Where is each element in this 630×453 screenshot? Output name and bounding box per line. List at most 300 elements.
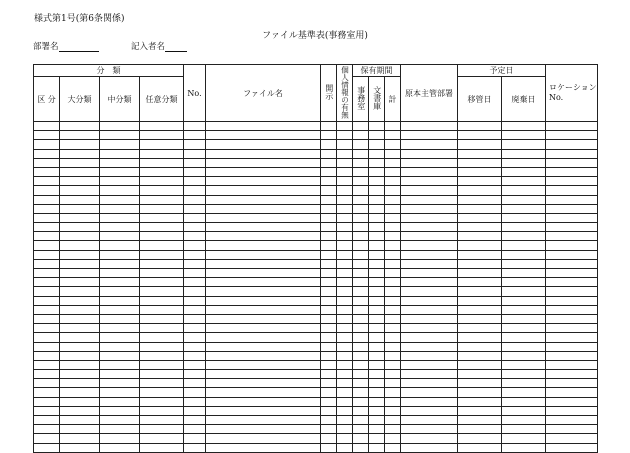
table-cell[interactable] (401, 241, 458, 250)
table-cell[interactable] (321, 333, 337, 342)
table-cell[interactable] (337, 425, 353, 434)
table-cell[interactable] (353, 296, 369, 305)
table-cell[interactable] (140, 213, 184, 222)
table-cell[interactable] (353, 305, 369, 314)
table-cell[interactable] (34, 204, 60, 213)
table-cell[interactable] (353, 278, 369, 287)
table-cell[interactable] (337, 259, 353, 268)
table-cell[interactable] (100, 167, 140, 176)
table-cell[interactable] (353, 388, 369, 397)
table-cell[interactable] (100, 425, 140, 434)
table-cell[interactable] (546, 443, 598, 452)
table-cell[interactable] (401, 360, 458, 369)
table-cell[interactable] (385, 140, 401, 149)
table-cell[interactable] (369, 425, 385, 434)
table-cell[interactable] (140, 195, 184, 204)
table-cell[interactable] (206, 351, 321, 360)
table-cell[interactable] (353, 269, 369, 278)
table-cell[interactable] (60, 131, 100, 140)
table-cell[interactable] (546, 397, 598, 406)
table-cell[interactable] (100, 204, 140, 213)
table-cell[interactable] (100, 443, 140, 452)
table-cell[interactable] (60, 122, 100, 131)
table-cell[interactable] (385, 250, 401, 259)
table-cell[interactable] (34, 287, 60, 296)
table-cell[interactable] (337, 287, 353, 296)
table-cell[interactable] (140, 140, 184, 149)
table-cell[interactable] (321, 204, 337, 213)
table-cell[interactable] (321, 287, 337, 296)
table-cell[interactable] (546, 379, 598, 388)
table-cell[interactable] (502, 204, 546, 213)
table-cell[interactable] (458, 186, 502, 195)
table-cell[interactable] (385, 351, 401, 360)
table-cell[interactable] (502, 425, 546, 434)
table-cell[interactable] (546, 195, 598, 204)
table-cell[interactable] (353, 342, 369, 351)
table-cell[interactable] (321, 406, 337, 415)
table-cell[interactable] (337, 351, 353, 360)
table-cell[interactable] (502, 241, 546, 250)
table-cell[interactable] (458, 434, 502, 443)
table-cell[interactable] (184, 388, 206, 397)
table-cell[interactable] (206, 186, 321, 195)
table-cell[interactable] (458, 149, 502, 158)
table-cell[interactable] (140, 296, 184, 305)
table-cell[interactable] (321, 342, 337, 351)
table-cell[interactable] (502, 195, 546, 204)
table-cell[interactable] (34, 434, 60, 443)
table-cell[interactable] (458, 443, 502, 452)
table-cell[interactable] (60, 186, 100, 195)
table-cell[interactable] (321, 388, 337, 397)
table-cell[interactable] (401, 416, 458, 425)
table-cell[interactable] (321, 213, 337, 222)
table-cell[interactable] (140, 232, 184, 241)
table-cell[interactable] (60, 305, 100, 314)
table-cell[interactable] (369, 314, 385, 323)
table-cell[interactable] (140, 305, 184, 314)
table-cell[interactable] (184, 241, 206, 250)
table-cell[interactable] (206, 278, 321, 287)
table-cell[interactable] (502, 443, 546, 452)
table-cell[interactable] (140, 186, 184, 195)
table-cell[interactable] (337, 186, 353, 195)
table-cell[interactable] (321, 232, 337, 241)
table-cell[interactable] (385, 213, 401, 222)
table-cell[interactable] (337, 416, 353, 425)
table-cell[interactable] (337, 324, 353, 333)
table-cell[interactable] (184, 177, 206, 186)
table-cell[interactable] (353, 213, 369, 222)
table-cell[interactable] (184, 324, 206, 333)
table-cell[interactable] (337, 305, 353, 314)
table-cell[interactable] (385, 131, 401, 140)
table-cell[interactable] (369, 324, 385, 333)
table-cell[interactable] (100, 259, 140, 268)
table-cell[interactable] (100, 360, 140, 369)
table-cell[interactable] (321, 397, 337, 406)
table-cell[interactable] (401, 167, 458, 176)
table-cell[interactable] (184, 397, 206, 406)
table-cell[interactable] (502, 223, 546, 232)
table-cell[interactable] (502, 379, 546, 388)
table-cell[interactable] (60, 406, 100, 415)
table-cell[interactable] (458, 241, 502, 250)
table-cell[interactable] (337, 177, 353, 186)
table-cell[interactable] (502, 296, 546, 305)
table-cell[interactable] (353, 379, 369, 388)
table-cell[interactable] (60, 351, 100, 360)
table-cell[interactable] (60, 379, 100, 388)
table-cell[interactable] (206, 158, 321, 167)
table-cell[interactable] (34, 213, 60, 222)
table-cell[interactable] (337, 241, 353, 250)
table-cell[interactable] (385, 443, 401, 452)
table-cell[interactable] (369, 241, 385, 250)
table-cell[interactable] (100, 388, 140, 397)
table-cell[interactable] (206, 287, 321, 296)
table-cell[interactable] (401, 443, 458, 452)
department-input-line[interactable] (59, 42, 99, 52)
table-cell[interactable] (100, 406, 140, 415)
table-cell[interactable] (353, 204, 369, 213)
table-cell[interactable] (140, 269, 184, 278)
table-cell[interactable] (100, 122, 140, 131)
table-cell[interactable] (369, 388, 385, 397)
table-cell[interactable] (337, 406, 353, 415)
table-cell[interactable] (385, 305, 401, 314)
table-cell[interactable] (184, 406, 206, 415)
table-cell[interactable] (458, 223, 502, 232)
table-cell[interactable] (546, 287, 598, 296)
table-cell[interactable] (353, 416, 369, 425)
table-cell[interactable] (60, 342, 100, 351)
table-cell[interactable] (401, 149, 458, 158)
table-cell[interactable] (401, 140, 458, 149)
table-cell[interactable] (353, 122, 369, 131)
table-cell[interactable] (385, 342, 401, 351)
table-cell[interactable] (60, 388, 100, 397)
table-cell[interactable] (401, 278, 458, 287)
table-cell[interactable] (369, 333, 385, 342)
table-cell[interactable] (502, 406, 546, 415)
table-cell[interactable] (458, 122, 502, 131)
table-cell[interactable] (502, 269, 546, 278)
table-cell[interactable] (337, 213, 353, 222)
table-cell[interactable] (353, 140, 369, 149)
table-cell[interactable] (401, 195, 458, 204)
table-cell[interactable] (34, 397, 60, 406)
table-cell[interactable] (546, 434, 598, 443)
table-cell[interactable] (385, 158, 401, 167)
table-cell[interactable] (546, 342, 598, 351)
table-cell[interactable] (321, 416, 337, 425)
table-cell[interactable] (60, 360, 100, 369)
table-cell[interactable] (385, 388, 401, 397)
table-cell[interactable] (184, 186, 206, 195)
table-cell[interactable] (60, 177, 100, 186)
table-cell[interactable] (321, 443, 337, 452)
table-cell[interactable] (206, 324, 321, 333)
table-cell[interactable] (458, 259, 502, 268)
table-cell[interactable] (546, 149, 598, 158)
table-cell[interactable] (385, 269, 401, 278)
table-cell[interactable] (60, 333, 100, 342)
table-cell[interactable] (385, 406, 401, 415)
table-cell[interactable] (337, 388, 353, 397)
table-cell[interactable] (401, 397, 458, 406)
table-cell[interactable] (458, 370, 502, 379)
table-cell[interactable] (140, 250, 184, 259)
table-cell[interactable] (385, 223, 401, 232)
table-cell[interactable] (140, 287, 184, 296)
table-cell[interactable] (353, 370, 369, 379)
table-cell[interactable] (184, 149, 206, 158)
table-cell[interactable] (385, 232, 401, 241)
table-cell[interactable] (184, 305, 206, 314)
table-cell[interactable] (385, 333, 401, 342)
table-cell[interactable] (502, 140, 546, 149)
table-cell[interactable] (401, 406, 458, 415)
table-cell[interactable] (337, 232, 353, 241)
table-cell[interactable] (385, 425, 401, 434)
table-cell[interactable] (100, 186, 140, 195)
table-cell[interactable] (369, 416, 385, 425)
table-cell[interactable] (140, 434, 184, 443)
table-cell[interactable] (369, 434, 385, 443)
table-cell[interactable] (502, 287, 546, 296)
table-cell[interactable] (100, 149, 140, 158)
table-cell[interactable] (100, 351, 140, 360)
table-cell[interactable] (184, 250, 206, 259)
table-cell[interactable] (100, 314, 140, 323)
table-cell[interactable] (34, 195, 60, 204)
table-cell[interactable] (401, 324, 458, 333)
table-cell[interactable] (337, 278, 353, 287)
table-cell[interactable] (353, 333, 369, 342)
table-cell[interactable] (206, 149, 321, 158)
table-cell[interactable] (546, 324, 598, 333)
table-cell[interactable] (502, 333, 546, 342)
table-cell[interactable] (458, 333, 502, 342)
table-cell[interactable] (100, 195, 140, 204)
table-cell[interactable] (34, 342, 60, 351)
table-cell[interactable] (60, 204, 100, 213)
table-cell[interactable] (60, 223, 100, 232)
table-cell[interactable] (353, 232, 369, 241)
table-cell[interactable] (369, 259, 385, 268)
table-cell[interactable] (206, 131, 321, 140)
table-cell[interactable] (206, 259, 321, 268)
table-cell[interactable] (321, 324, 337, 333)
table-cell[interactable] (353, 195, 369, 204)
table-cell[interactable] (206, 406, 321, 415)
table-cell[interactable] (369, 305, 385, 314)
table-cell[interactable] (321, 186, 337, 195)
table-cell[interactable] (385, 278, 401, 287)
table-cell[interactable] (60, 149, 100, 158)
table-cell[interactable] (353, 314, 369, 323)
table-cell[interactable] (34, 425, 60, 434)
table-cell[interactable] (337, 342, 353, 351)
table-cell[interactable] (369, 204, 385, 213)
table-cell[interactable] (401, 296, 458, 305)
table-cell[interactable] (184, 287, 206, 296)
table-cell[interactable] (353, 360, 369, 369)
table-cell[interactable] (369, 131, 385, 140)
table-cell[interactable] (60, 167, 100, 176)
table-cell[interactable] (321, 140, 337, 149)
table-cell[interactable] (353, 177, 369, 186)
table-cell[interactable] (502, 360, 546, 369)
table-cell[interactable] (321, 158, 337, 167)
table-cell[interactable] (502, 213, 546, 222)
table-cell[interactable] (60, 158, 100, 167)
table-cell[interactable] (353, 223, 369, 232)
table-cell[interactable] (100, 287, 140, 296)
table-cell[interactable] (60, 241, 100, 250)
table-cell[interactable] (502, 314, 546, 323)
table-cell[interactable] (401, 314, 458, 323)
table-cell[interactable] (369, 186, 385, 195)
table-cell[interactable] (184, 223, 206, 232)
table-cell[interactable] (458, 305, 502, 314)
table-cell[interactable] (206, 370, 321, 379)
table-cell[interactable] (546, 314, 598, 323)
table-cell[interactable] (337, 140, 353, 149)
table-cell[interactable] (458, 213, 502, 222)
table-cell[interactable] (184, 370, 206, 379)
table-cell[interactable] (34, 140, 60, 149)
table-cell[interactable] (184, 360, 206, 369)
table-cell[interactable] (100, 278, 140, 287)
table-cell[interactable] (353, 324, 369, 333)
table-cell[interactable] (184, 314, 206, 323)
table-cell[interactable] (401, 305, 458, 314)
table-cell[interactable] (385, 324, 401, 333)
table-cell[interactable] (206, 223, 321, 232)
table-cell[interactable] (140, 177, 184, 186)
table-cell[interactable] (546, 360, 598, 369)
table-cell[interactable] (546, 140, 598, 149)
table-cell[interactable] (206, 167, 321, 176)
table-cell[interactable] (385, 314, 401, 323)
table-cell[interactable] (337, 379, 353, 388)
table-cell[interactable] (369, 167, 385, 176)
table-cell[interactable] (458, 379, 502, 388)
table-cell[interactable] (353, 186, 369, 195)
table-cell[interactable] (458, 269, 502, 278)
table-cell[interactable] (337, 269, 353, 278)
table-cell[interactable] (140, 425, 184, 434)
table-cell[interactable] (546, 416, 598, 425)
table-cell[interactable] (60, 195, 100, 204)
table-cell[interactable] (401, 158, 458, 167)
table-cell[interactable] (546, 388, 598, 397)
table-cell[interactable] (100, 379, 140, 388)
table-cell[interactable] (34, 314, 60, 323)
table-cell[interactable] (60, 370, 100, 379)
table-cell[interactable] (184, 379, 206, 388)
table-cell[interactable] (184, 259, 206, 268)
table-cell[interactable] (206, 241, 321, 250)
table-cell[interactable] (206, 232, 321, 241)
table-cell[interactable] (184, 195, 206, 204)
table-cell[interactable] (546, 131, 598, 140)
table-cell[interactable] (401, 351, 458, 360)
table-cell[interactable] (369, 360, 385, 369)
table-cell[interactable] (100, 269, 140, 278)
table-cell[interactable] (100, 324, 140, 333)
table-cell[interactable] (206, 314, 321, 323)
table-cell[interactable] (321, 167, 337, 176)
table-cell[interactable] (337, 360, 353, 369)
table-cell[interactable] (502, 131, 546, 140)
table-cell[interactable] (546, 305, 598, 314)
table-cell[interactable] (140, 406, 184, 415)
table-cell[interactable] (184, 131, 206, 140)
table-cell[interactable] (140, 278, 184, 287)
table-cell[interactable] (458, 425, 502, 434)
table-cell[interactable] (546, 406, 598, 415)
table-cell[interactable] (369, 443, 385, 452)
table-cell[interactable] (546, 333, 598, 342)
table-cell[interactable] (321, 425, 337, 434)
table-cell[interactable] (369, 149, 385, 158)
table-cell[interactable] (458, 314, 502, 323)
table-cell[interactable] (184, 122, 206, 131)
table-cell[interactable] (34, 122, 60, 131)
table-cell[interactable] (184, 342, 206, 351)
table-cell[interactable] (401, 342, 458, 351)
table-cell[interactable] (385, 167, 401, 176)
table-cell[interactable] (353, 425, 369, 434)
table-cell[interactable] (140, 314, 184, 323)
table-cell[interactable] (369, 370, 385, 379)
table-cell[interactable] (385, 259, 401, 268)
table-cell[interactable] (458, 287, 502, 296)
table-cell[interactable] (60, 296, 100, 305)
table-cell[interactable] (140, 149, 184, 158)
table-cell[interactable] (337, 131, 353, 140)
table-cell[interactable] (546, 296, 598, 305)
table-cell[interactable] (140, 158, 184, 167)
table-cell[interactable] (401, 177, 458, 186)
table-cell[interactable] (140, 443, 184, 452)
table-cell[interactable] (337, 204, 353, 213)
table-cell[interactable] (100, 223, 140, 232)
table-cell[interactable] (184, 443, 206, 452)
table-cell[interactable] (353, 443, 369, 452)
table-cell[interactable] (184, 425, 206, 434)
table-cell[interactable] (502, 305, 546, 314)
table-cell[interactable] (458, 416, 502, 425)
table-cell[interactable] (369, 232, 385, 241)
table-cell[interactable] (353, 149, 369, 158)
table-cell[interactable] (369, 379, 385, 388)
table-cell[interactable] (34, 305, 60, 314)
table-cell[interactable] (60, 425, 100, 434)
table-cell[interactable] (206, 122, 321, 131)
table-cell[interactable] (34, 324, 60, 333)
table-cell[interactable] (369, 269, 385, 278)
table-cell[interactable] (34, 370, 60, 379)
table-cell[interactable] (353, 406, 369, 415)
table-cell[interactable] (321, 259, 337, 268)
table-cell[interactable] (369, 397, 385, 406)
table-cell[interactable] (337, 370, 353, 379)
